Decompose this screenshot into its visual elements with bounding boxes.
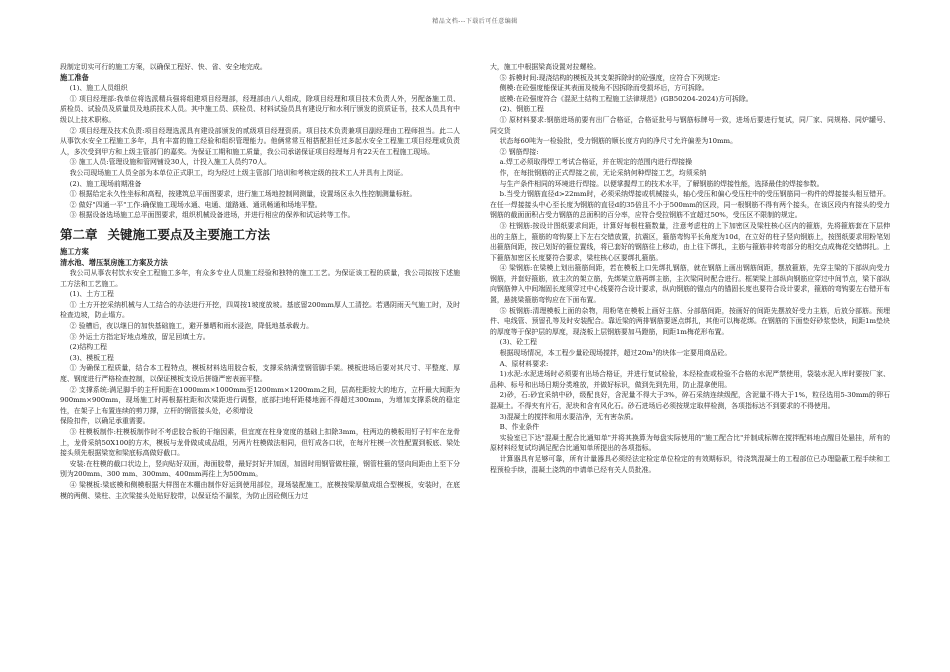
- paragraph: ① 为确保工程质量，结合本工程特点，模板材料选用胶合板，支撑采纳满堂钢管脚手架。模板进场后要对其尺寸、平整度、厚度、钢度进行严格检查控制，以保证模板支设后拼缝严密表面平整。: [60, 364, 460, 384]
- section-heading: 清水池、增压泵房施工方案及方法: [60, 257, 168, 267]
- paragraph: (1)、施工人员组织: [69, 84, 128, 93]
- paragraph: ② 验槽后，夜以继日的加快基础施工，避开暴晒和雨水浸泡，降低地基承载力。: [69, 322, 314, 331]
- chapter-title: 关键施工要点及主要施工方法: [107, 226, 271, 242]
- paragraph: 状态每60吨为一检验批，受力钢筋的顺长度方向的净尺寸允许偏差为10mm。: [499, 137, 737, 146]
- paragraph: 我公司现场施工人员全部为本单位正式职工，均为经过上级主管部门培训和考核定级的技术工人并具有上岗证。: [69, 168, 408, 177]
- paragraph: ② 支撑系统:满足脚手的主杆间距在1000mm×1000mm至1200mm×1200mm之间，层高柱距较大的地方，立杆最大间距为900mm×900mm，现场施工时再根据柱距和次梁距进行调整，底部扫地杆距楼地面不得超过300mm，为增加支撑系统的稳定性，在架子上布置连续的剪刀撑，立杆的钢管接头处，必须增设: [60, 385, 460, 415]
- paragraph: ② 钢筋焊接:: [499, 147, 539, 156]
- paragraph: 2)砂，石:砂宜采纳中砂，级配良好，含泥量不得大于3%，碎石采纳连续级配，含泥量不得大于1%，粒径选用5-30mm的卵石混凝土。不得夹有片石，泥块和含有风化石。砂石进场后必须按规定取样检测，各项指标达不到要求的不得使用。: [490, 391, 890, 410]
- chapter-heading: [60, 227, 460, 242]
- paragraph: 根据现场情况，本工程少量砼现场搅拌，超过20m³的块体一定要用商品砼。: [499, 349, 732, 358]
- left-column: [60, 62, 460, 501]
- paragraph: b.当受力钢筋直径d>22mm时，必须采纳焊接或机械接头，轴心受压和偏心受压柱中的受压钢筋同一构件的焊接接头相互错开。在任一焊接接头中心至长度为钢筋的直径d的35倍且不小于500mm的区段，同一根钢筋不得有两个接头，在该区段内有接头的受力钢筋的截面面积占受力钢筋的总面积的百分率，应符合受拉钢筋不宜超过50%，受压区不限制的规定。: [490, 190, 890, 220]
- paragraph: 底模:在砼强度符合《混泥土结构工程施工法律规范》(GB50204-2024)方可拆除。: [499, 94, 753, 103]
- paragraph: ② 做好"四通一平"工作:确保施工现场水通、电通、道路通、通讯畅通和场地平整。: [69, 200, 322, 209]
- paragraph: A、原材料要求:: [499, 359, 549, 368]
- paragraph: 计算器具有足够可靠，所有计量器具必须经法定检定单位检定的有效期标识，待浇筑混凝土的工程部位已办理隐蔽工程手续和工程预检手续，混凝土浇筑的申请单已经有关人员批准。: [490, 454, 890, 474]
- paragraph: ③ 根据设备选场施工总平面图要求，组织机械设备进场，并进行相应的保养和试运转等工作。: [69, 211, 355, 220]
- paragraph: ⑤ 板钢筋:清理模板上面的杂物，用粉笔在模板上画好主筋、分部筋间距，按画好的间距先摆放好受力主筋，后放分部筋。预埋件、电线管、预留孔等及时安装配合。靠近梁的两排钢筋要逐点绑扎，其他可以梅花绑。在钢筋的下面垫好砂浆垫块，间距1m垫块的厚度等于保护层的厚度，现浇板上层钢筋要加马蹬筋，间距1m梅花形布置。: [490, 306, 890, 336]
- paragraph: 段制定切实可行的施工方案，以确保工程好、快、省、安全地完成。: [60, 63, 267, 71]
- paragraph: 安装:在柱模的截口状边上，竖向贴好双面，海面胶带，最好封好并加固，加固时用钢管做柱箍，钢管柱箍的竖向间距由上至下分别为200mm、300 mm、300mm、400mm再往上为500mm。: [60, 459, 460, 479]
- paragraph: (3)、砼工程: [499, 338, 537, 347]
- paragraph: B、作业条件: [499, 423, 540, 432]
- paragraph: ⑤ 拆模时间:现浇结构的模板及其支架拆除时的砼强度，应符合下列规定:: [499, 73, 721, 82]
- page-header: 精品文档---下载后可任意编辑: [432, 18, 518, 25]
- paragraph: ③ 柱钢筋:按设计图纸要求间距，计算好每根柱箍数量，注意考虑柱的上下加密区及梁柱核心区内的箍筋，先将箍筋套在下层伸出的主筋上，箍筋的弯钩要上下左右交错放置，抗震区，箍筋弯钩平长角度为10d，在立好的柱子竖向钢筋上，按图纸要求用粉笔划出箍筋间距，按已划好的箍位置线，将已套好的钢筋往上移动，由上往下绑扎，主筋与箍筋非转弯部分的相交点成梅花交错绑扎。上下箍筋加密区长度要符合要求，梁柱核心区要绑扎箍筋。: [490, 221, 890, 262]
- paragraph: ① 根据给定永久性坐标和高程，按建筑总平面图要求，进行施工场地控制网测量，设置场区永久性控制测量标桩。: [69, 190, 417, 199]
- paragraph: 作，在每批钢筋的正式焊接之前，无论采纳何种焊接工艺，均须采纳: [499, 168, 707, 177]
- paragraph: ③ 外运土方指定好地点堆放，留足回填土方。: [69, 332, 210, 341]
- paragraph: ④ 梁模板:梁底模和侧模根据大样图在木棚由制作好运到使用部位，现场装配施工，底模按梁厚做成组合型模板，安装时，在底模的两侧、梁柱、主次梁接头处贴好胶带，以保证绘不漏浆，为防止因砼侧压力过: [60, 480, 460, 500]
- paragraph: 3)混凝土的搅拌和用水要洁净，无有害杂质。: [499, 412, 638, 421]
- paragraph: ③ 施工人员:管理设施和管网铺设30人，计投入施工人员约70人。: [69, 158, 271, 167]
- paragraph: 大，施工中根据梁高设置对拉螺栓。: [490, 63, 601, 71]
- paragraph: (1)、土方工程: [69, 290, 114, 299]
- paragraph: 1)水泥:水泥进场时必须要有出场合格证，并进行复试检验，本经检查或检验不合格的水泥严禁使用，袋装水泥入库时要按厂家、品种、标号和出场日期分类堆放，并做好标识，做到先到先用，防止混拿使用。: [490, 370, 890, 389]
- right-column: [490, 62, 890, 475]
- paragraph: (2)结构工程: [69, 343, 107, 352]
- paragraph: 我公司从事农村饮水安全工程施工多年，有众多专业人员施工经验和独特的施工工艺。为保证该工程的质量，我公司拟按下述施工方法和工艺施工。: [60, 269, 460, 288]
- section-heading: 施工准备: [60, 72, 89, 82]
- paragraph: 与生产条件相同的环境进行焊接。以便掌握焊工的技术水平，了解钢筋的焊接性能，选择最佳的焊接参数。: [499, 179, 824, 188]
- paragraph: a.焊工必须取得焊工考试合格证，并在规定的范围内进行焊接操: [499, 158, 692, 167]
- paragraph: (2)、施工现场前期准备: [69, 179, 142, 188]
- section-heading: 施工方案: [60, 246, 89, 256]
- paragraph: ① 项目经理部:我单位将选派精兵强将组建项目经理部，经理部由八人组成，除项目经理和项目技术负责人外，另配备施工员、质检员、试验员及质量员及地质技术人员。其中施工员、质检员、材料试验员具有建设厅和水利厅颁发的资质证书，技术人员具有中级以上技术职称。: [60, 94, 460, 124]
- paragraph: (3)、模板工程: [69, 353, 114, 362]
- paragraph: 保险扣件，以确足承重需要。: [60, 417, 150, 426]
- paragraph: 侧模:在砼强度能保证其表面及棱角不因拆除而受损坏后，方可拆除。: [499, 84, 709, 93]
- paragraph: 实验室已下达"混凝土配合比通知单"并将其换算为每盘实际使用的"施工配合比"并制成标牌在搅拌配料地点醒目处悬挂，所有的原材料经复试均满足配合比通知单所提出的各项指标。: [490, 433, 890, 453]
- chapter-number: 第二章: [60, 226, 98, 242]
- paragraph: ② 项目经理及技术负责:项目经理选派具有建设部颁发的贰级项目经理资质。项目技术负责兼项目副经理由工程师担当。此二人从事饮水安全工程施工多年，具有丰富的施工经验和组织管理能力。他俩常常互相搭配担任过多起水安全工程施工项目经理或负责人，多次受到甲方和上级主管部门的嘉奖。为保证工期和施工质量，我公司承诺保证项目经理每月有22天在工程施工现场。: [60, 126, 460, 156]
- paragraph: ① 土方开挖采纳机械与人工结合的办法进行开挖，四周按1坡度放坡。基底留200mm厚人工清挖。若遇阴雨天气施工时，及时检查边坡，防止塌方。: [60, 300, 460, 320]
- paragraph: ④ 梁钢筋:在梁模上划出箍筋间距，若在模板上口先绑扎钢筋，就在钢筋上画出钢筋间距，摆放箍筋，先穿主梁的下部纵向受力钢筋，并套好箍筋，放主次的架立筋，先绑架立筋再绑主筋，主次梁同时配合进行。框架梁上部纵向钢筋应穿过中间节点，梁下部纵向钢筋伸入中间端固长度须穿过中心线要符合设计要求，纵向钢筋的锚点内的锚固长度也要符合设计要求，箍筋的弯钩要左右错开布置，悬挑梁箍筋弯钩应在下面布置。: [490, 264, 890, 305]
- paragraph: (2)、钢筋工程: [499, 105, 544, 114]
- paragraph: ① 原材料要求:钢筋进场前要有出厂合格证，合格证批号与钢筋标牌号一致，进场后要进行复试，同厂家、同规格、同炉罐号、同交货: [490, 115, 890, 135]
- paragraph: ③ 柱模板制作:柱模板制作时不考虑胶合板的干缩因素，但宜度在柱身宽度的基础上扣除3mm，柱两边的模板用钉子钉牢在龙骨上，龙骨采纳50X100的方木，模板与龙骨做成成品组，另两片柱模做法相同，但钉成各口状，在每片柱模一次性配置到板底、梁处接头须先根据梁宽和梁底标高做好截口。: [60, 428, 460, 458]
